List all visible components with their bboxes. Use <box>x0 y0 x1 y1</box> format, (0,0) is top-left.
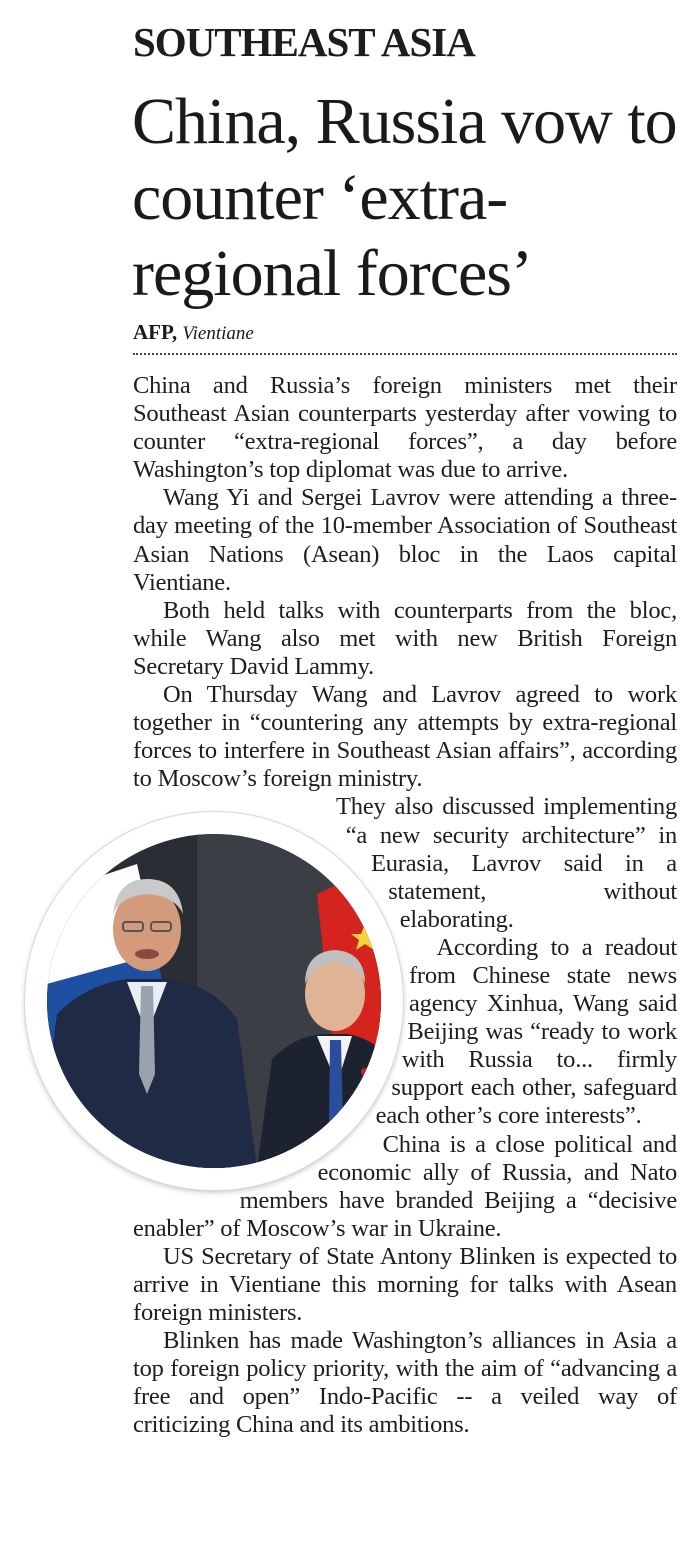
paragraph: Blinken has made Washington’s alliances in Asia a top foreign policy priority, with the aim of “advancing a free and open” Indo-Pacific -- a veiled way of criticizing China and its ambitions. <box>133 1327 677 1439</box>
paragraph: They also discussed implementing “a new security architecture” in Eurasia, Lavrov said in a statement, without elaborating. <box>336 793 677 933</box>
news-photo <box>25 812 403 1190</box>
byline-divider <box>133 353 677 355</box>
paragraph: According to a readout from Chinese state news agency Xinhua, Wang said Beijing was “ready to work with Russia to... firmly support each other, safeguard each other’s core interests”. <box>375 933 677 1130</box>
byline-agency: AFP, <box>133 320 178 344</box>
byline-location: Vientiane <box>182 323 254 344</box>
headline: China, Russia vow to counter ‘extra-regional forces’ <box>132 85 677 310</box>
paragraph: China and Russia’s foreign ministers met their Southeast Asian counterparts yesterday after vowing to counter “extra-regional forces”, a day before Washington’s top diplomat was due to arrive. <box>133 372 677 484</box>
byline <box>133 319 254 347</box>
paragraph: On Thursday Wang and Lavrov agreed to work together in “countering any attempts by extra-regional forces to interfere in Southeast Asian affairs”, according to Moscow’s foreign ministry. <box>133 681 677 793</box>
section-label: SOUTHEAST ASIA <box>133 19 475 65</box>
paragraph: Both held talks with counterparts from the bloc, while Wang also met with new British Foreign Secretary David Lammy. <box>133 596 677 680</box>
diplomats-photo-icon <box>47 834 381 1168</box>
paragraph: US Secretary of State Antony Blinken is expected to arrive in Vientiane this morning for talks with Asean foreign ministers. <box>133 1242 677 1327</box>
paragraph: China is a close political and economic ally of Russia, and Nato members have branded Beijing a “decisive enabler” of Moscow’s war in Ukraine. <box>133 1130 677 1242</box>
paragraph: Wang Yi and Sergei Lavrov were attending a three-day meeting of the 10-member Association of Southeast Asian Nations (Asean) bloc in the Laos capital Vientiane. <box>133 484 677 596</box>
